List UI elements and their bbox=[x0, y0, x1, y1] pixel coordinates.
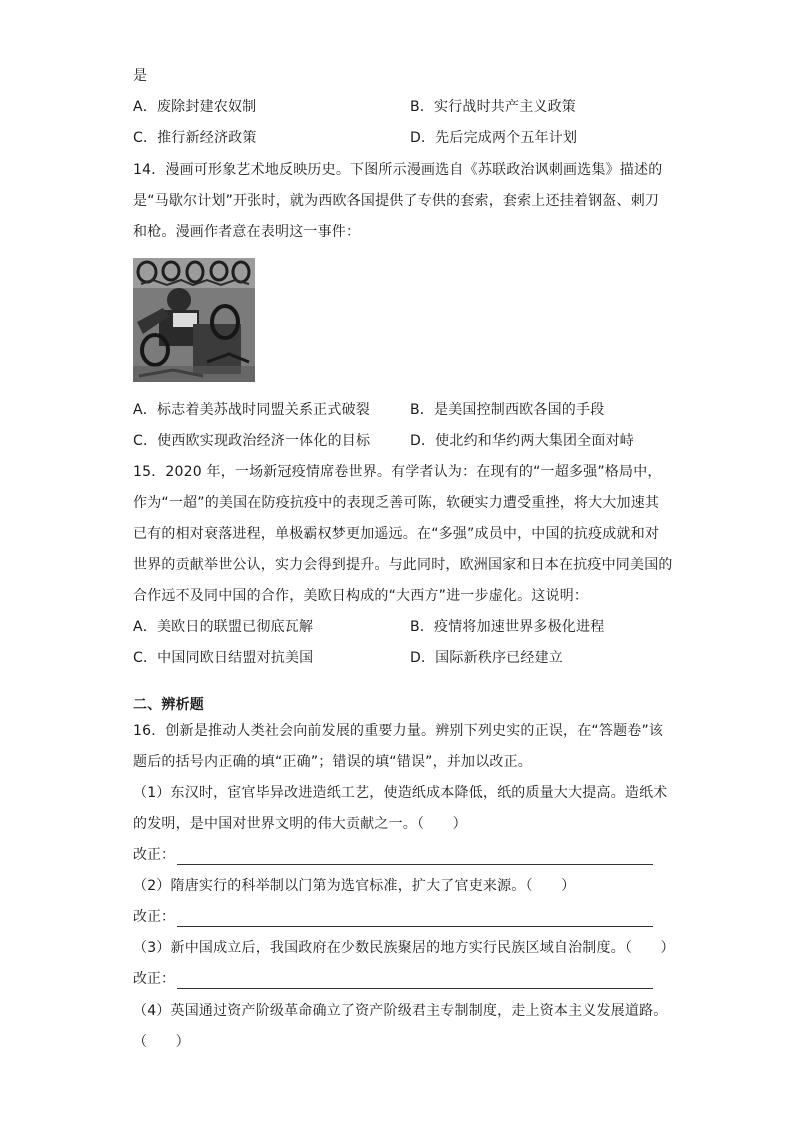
q13-option-d: D．先后完成两个五年计划 bbox=[410, 130, 578, 146]
q15-option-b: B．疫情将加速世界多极化进程 bbox=[410, 619, 605, 635]
q13-option-a: A．废除封建农奴制 bbox=[133, 99, 257, 115]
marshall-plan-cartoon-image bbox=[133, 258, 255, 382]
q15-stem-line-4: 世界的贡献举世公认，实力会得到提升。与此同时，欧洲国家和日本在抗疫中同美国的 bbox=[133, 557, 673, 573]
correction-answer-line[interactable] bbox=[177, 926, 653, 927]
q13-option-b: B．实行战时共产主义政策 bbox=[410, 99, 577, 115]
q14-stem-line-3: 和枪。漫画作者意在表明这一事件： bbox=[133, 224, 361, 240]
cartoon-illustration bbox=[133, 258, 255, 382]
q15-stem-line-5: 合作远不及同中国的合作，美欧日构成的“大西方”进一步虚化。这说明： bbox=[133, 588, 589, 604]
q15-stem-line-1: 15．2020 年，一场新冠疫情席卷世界。有学者认为：在现有的“一超多强”格局中， bbox=[133, 464, 662, 480]
correction-label: 改正： bbox=[133, 847, 175, 863]
q14-option-a: A．标志着美苏战时同盟关系正式破裂 bbox=[133, 402, 370, 418]
q16-item-1-line-1: （1）东汉时，宦官毕异改进造纸工艺，使造纸成本降低，纸的质量大大提高。造纸术 bbox=[133, 785, 668, 801]
q15-stem-line-2: 作为“一超”的美国在防疫抗疫中的表现乏善可陈，软硬实力遭受重挫，将大大加速其 bbox=[133, 495, 660, 511]
correction-label: 改正： bbox=[133, 909, 175, 925]
q16-item-1-correction[interactable] bbox=[133, 845, 653, 867]
q16-item-3: （3）新中国成立后，我国政府在少数民族聚居的地方实行民族区域自治制度。（ ） bbox=[133, 940, 675, 956]
q16-stem-line-1: 16．创新是推动人类社会向前发展的重要力量。辨别下列史实的正误，在“答题卷”该 bbox=[133, 723, 664, 739]
q16-stem-line-2: 题后的括号内正确的填“正确”；错误的填“错误”，并加以改正。 bbox=[133, 754, 533, 770]
correction-label: 改正： bbox=[133, 971, 175, 987]
q15-option-d: D．国际新秩序已经建立 bbox=[410, 650, 563, 666]
q16-item-4-line-1: （4）英国通过资产阶级革命确立了资产阶级君主专制制度，走上资本主义发展道路。 bbox=[133, 1003, 668, 1019]
q16-item-2: （2）隋唐实行的科举制以门第为选官标准，扩大了官吏来源。（ ） bbox=[133, 878, 576, 894]
q16-item-1-line-2: 的发明，是中国对世界文明的伟大贡献之一。（ ） bbox=[133, 816, 467, 832]
q16-item-4-line-2: （ ） bbox=[133, 1034, 190, 1050]
correction-answer-line[interactable] bbox=[177, 988, 653, 989]
q14-option-c: C．使西欧实现政治经济一体化的目标 bbox=[133, 433, 371, 449]
q15-option-c: C．中国同欧日结盟对抗美国 bbox=[133, 650, 314, 666]
q14-stem-line-1: 14．漫画可形象艺术地反映历史。下图所示漫画选自《苏联政治讽刺画选集》描述的 bbox=[133, 162, 663, 178]
q14-option-d: D．使北约和华约两大集团全面对峙 bbox=[410, 433, 634, 449]
q14-stem-line-2: 是“马歇尔计划”开张时，就为西欧各国提供了专供的套索，套索上还挂着钢盔、刺刀 bbox=[133, 193, 660, 209]
q16-item-2-correction[interactable] bbox=[133, 907, 653, 929]
q15-stem-line-3: 已有的相对衰落进程，单极霸权梦更加遥远。在“多强”成员中，中国的抗疫成就和对 bbox=[133, 526, 660, 542]
q13-stem-tail: 是 bbox=[133, 68, 148, 84]
q14-option-b: B．是美国控制西欧各国的手段 bbox=[410, 402, 605, 418]
q15-option-a: A．美欧日的联盟已彻底瓦解 bbox=[133, 619, 314, 635]
correction-answer-line[interactable] bbox=[177, 864, 653, 865]
q16-item-3-correction[interactable] bbox=[133, 969, 653, 991]
q13-option-c: C．推行新经济政策 bbox=[133, 130, 257, 146]
section-heading-analysis: 二、辨析题 bbox=[133, 697, 204, 713]
